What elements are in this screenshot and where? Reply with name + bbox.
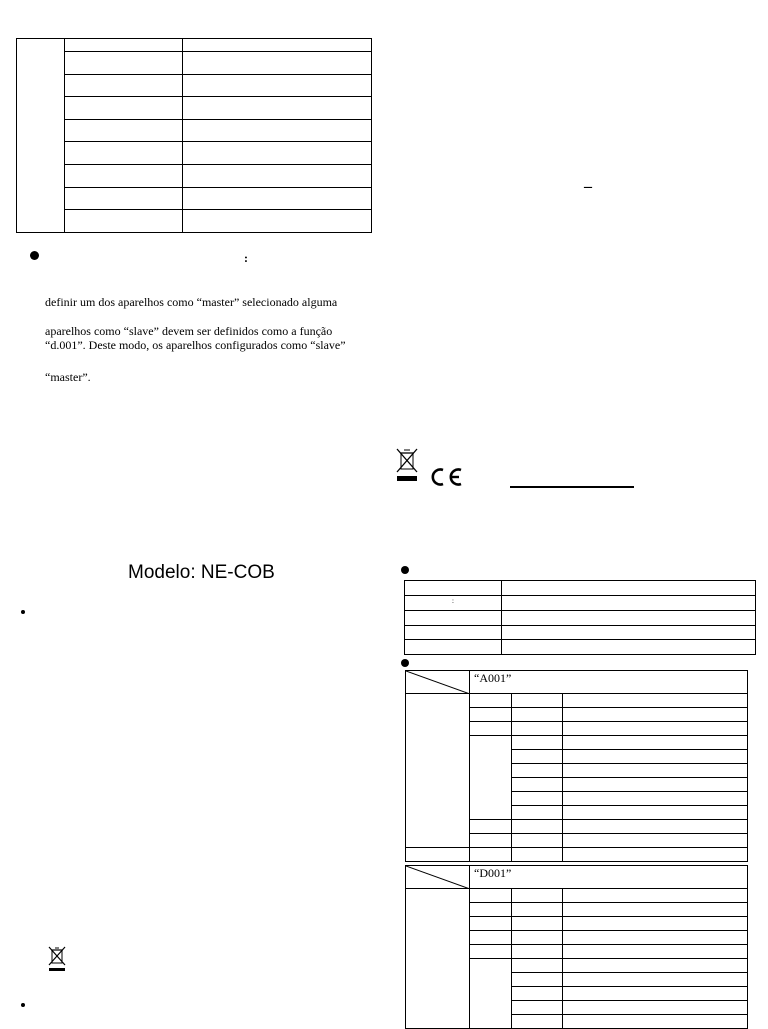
table-cell — [512, 792, 563, 806]
paragraph-line: aparelhos como “slave” devem ser definidos como a função — [45, 324, 333, 338]
table-cell — [65, 39, 183, 52]
paragraph-line: definir um dos aparelhos como “master” selecionado alguma — [45, 295, 338, 309]
table-header-label: “D001” — [474, 866, 512, 880]
table-cell — [563, 708, 748, 722]
table-cell — [563, 764, 748, 778]
dash-mark: – — [584, 178, 592, 195]
table-cell — [502, 596, 756, 611]
table-cell — [512, 834, 563, 848]
diagonal-header-cell — [406, 866, 470, 889]
colon-mark: : — [452, 597, 454, 605]
bullet-dot — [401, 566, 409, 574]
table-cell — [563, 806, 748, 820]
table-cell — [512, 1001, 563, 1015]
table-cell — [405, 611, 502, 626]
table-cell — [65, 52, 183, 75]
table-row-header-cell — [17, 39, 65, 233]
table-cell — [563, 973, 748, 987]
table-cell — [406, 889, 470, 1029]
paragraph-line: “master”. — [45, 370, 91, 384]
table-cell — [563, 1001, 748, 1015]
diagonal-header-cell — [406, 671, 470, 694]
table-cell — [563, 889, 748, 903]
table-cell — [512, 973, 563, 987]
table-cell — [470, 834, 512, 848]
table-cell — [470, 820, 512, 834]
table-cell — [563, 820, 748, 834]
table-cell — [470, 917, 512, 931]
table-cell — [512, 987, 563, 1001]
table-cell — [470, 722, 512, 736]
table-cell — [183, 142, 372, 165]
table-cell — [405, 596, 502, 611]
table-header-a001 — [470, 671, 748, 694]
table-cell — [563, 694, 748, 708]
table-cell — [512, 722, 563, 736]
table-cell — [183, 188, 372, 210]
table-cell — [405, 640, 502, 655]
table-cell — [512, 945, 563, 959]
bullet-dot — [30, 251, 39, 260]
table-cell — [563, 931, 748, 945]
table-header-label: “A001” — [474, 671, 512, 685]
table-cell — [563, 987, 748, 1001]
table-cell — [183, 165, 372, 188]
table-cell — [183, 97, 372, 120]
table-cell — [512, 889, 563, 903]
table-cell — [502, 611, 756, 626]
table-cell — [512, 848, 563, 862]
table-cell — [512, 903, 563, 917]
table-cell — [563, 722, 748, 736]
table-cell — [65, 120, 183, 142]
function-table-a001 — [405, 670, 748, 862]
table-cell — [512, 917, 563, 931]
table-cell — [563, 848, 748, 862]
table-cell — [183, 120, 372, 142]
table-cell — [502, 640, 756, 655]
table-cell — [65, 210, 183, 233]
table-cell — [512, 1015, 563, 1029]
table-cell — [512, 778, 563, 792]
table-cell — [512, 750, 563, 764]
signature-line — [510, 486, 634, 488]
table-cell — [563, 959, 748, 973]
table-cell — [502, 626, 756, 640]
table-cell — [470, 848, 512, 862]
table-cell — [512, 959, 563, 973]
table-cell — [183, 39, 372, 52]
table-cell — [65, 188, 183, 210]
table-cell — [65, 97, 183, 120]
bullet-dot — [401, 659, 409, 667]
ce-mark-icon — [428, 467, 464, 487]
table-cell — [470, 903, 512, 917]
table-cell — [65, 142, 183, 165]
table-cell — [405, 581, 502, 596]
table-cell — [65, 75, 183, 97]
table-cell — [470, 945, 512, 959]
table-cell — [563, 736, 748, 750]
paragraph-line: “d.001”. Deste modo, os aparelhos configurados como “slave” — [45, 338, 346, 352]
table-cell — [563, 750, 748, 764]
model-title: Modelo: NE-COB — [128, 562, 275, 583]
small-spec-table — [404, 580, 756, 655]
table-cell — [512, 820, 563, 834]
table-cell — [563, 903, 748, 917]
table-cell — [512, 694, 563, 708]
table-cell — [470, 959, 512, 1029]
table-cell — [563, 792, 748, 806]
table-cell — [470, 889, 512, 903]
table-cell — [512, 736, 563, 750]
table-cell — [470, 736, 512, 820]
table-cell — [405, 626, 502, 640]
weee-bin-icon — [394, 447, 420, 483]
table-cell — [65, 165, 183, 188]
table-cell — [563, 945, 748, 959]
bullet-dot — [21, 610, 25, 614]
table-cell — [183, 75, 372, 97]
table-cell — [183, 210, 372, 233]
bullet-dot — [21, 1003, 25, 1007]
table-cell — [512, 806, 563, 820]
table-cell — [406, 694, 470, 848]
table-cell — [183, 52, 372, 75]
table-cell — [563, 917, 748, 931]
table-cell — [470, 931, 512, 945]
table-cell — [563, 1015, 748, 1029]
weee-bin-icon — [46, 946, 68, 972]
table-cell — [512, 931, 563, 945]
table-cell — [470, 708, 512, 722]
top-spec-table — [16, 38, 372, 233]
table-cell — [470, 694, 512, 708]
table-cell — [502, 581, 756, 596]
table-cell — [512, 708, 563, 722]
colon-mark: : — [244, 251, 248, 265]
table-cell — [563, 834, 748, 848]
table-header-d001 — [470, 866, 748, 889]
table-cell — [563, 778, 748, 792]
table-cell — [406, 848, 470, 862]
function-table-d001 — [405, 865, 748, 1029]
table-cell — [512, 764, 563, 778]
